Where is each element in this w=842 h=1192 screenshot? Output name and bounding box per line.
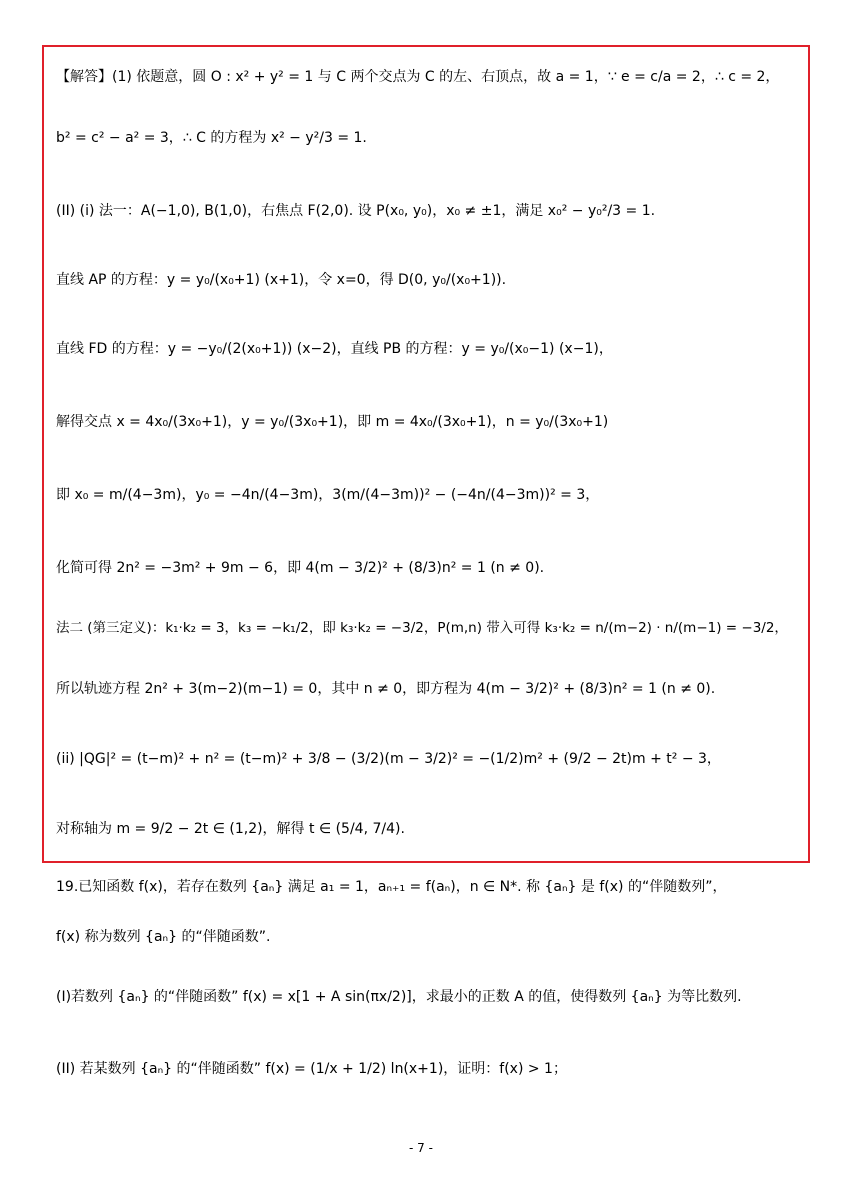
solution-line-6: 解得交点 x = 4x₀/(3x₀+1)，y = y₀/(3x₀+1)，即 m = 4x₀/(3x₀+1)，n = y₀/(3x₀+1) [56,414,609,430]
solution-line-12: 对称轴为 m = 9/2 − 2t ∈ (1,2)，解得 t ∈ (5/4, 7/4). [56,821,405,837]
solution-line-1: 【解答】(1) 依题意，圆 O : x² + y² = 1 与 C 两个交点为 C 的左、右顶点，故 a = 1，∵ e = c/a = 2，∴ c = 2， [56,69,780,85]
problem19-line-1: 19.已知函数 f(x)，若存在数列 {aₙ} 满足 a₁ = 1，aₙ₊₁ = f(aₙ)，n ∈ N*. 称 {aₙ} 是 f(x) 的“伴随数列”， [56,879,727,895]
page-number: - 7 - [409,1141,433,1155]
solution-line-5: 直线 FD 的方程：y = −y₀/(2(x₀+1)) (x−2)，直线 PB 的方程：y = y₀/(x₀−1) (x−1)， [56,341,613,357]
problem19-line-3: (I)若数列 {aₙ} 的“伴随函数” f(x) = x[1 + A sin(πx/2)]，求最小的正数 A 的值，使得数列 {aₙ} 为等比数列. [56,989,742,1005]
solution-line-8: 化简可得 2n² = −3m² + 9m − 6，即 4(m − 3/2)² + (8/3)n² = 1 (n ≠ 0). [56,560,545,576]
problem19-line-4: (II) 若某数列 {aₙ} 的“伴随函数” f(x) = (1/x + 1/2) ln(x+1)，证明：f(x) > 1； [56,1061,567,1077]
solution-line-7: 即 x₀ = m/(4−3m)，y₀ = −4n/(4−3m)，3(m/(4−3m))² − (−4n/(4−3m))² = 3， [56,487,600,503]
solution-line-9: 法二 (第三定义)：k₁·k₂ = 3，k₃ = −k₁/2，即 k₃·k₂ = −3/2，P(m,n) 带入可得 k₃·k₂ = n/(m−2) · n/(m−1) = −3/2， [56,620,788,636]
solution-line-11: (ii) |QG|² = (t−m)² + n² = (t−m)² + 3/8 − (3/2)(m − 3/2)² = −(1/2)m² + (9/2 − 2t)m + t² − 3， [56,751,721,767]
solution-line-2: b² = c² − a² = 3，∴ C 的方程为 x² − y²/3 = 1. [56,130,367,146]
solution-box [42,45,810,863]
solution-line-4: 直线 AP 的方程：y = y₀/(x₀+1) (x+1)，令 x=0，得 D(0, y₀/(x₀+1)). [56,272,507,288]
solution-line-10: 所以轨迹方程 2n² + 3(m−2)(m−1) = 0，其中 n ≠ 0，即方程为 4(m − 3/2)² + (8/3)n² = 1 (n ≠ 0). [56,681,716,697]
solution-line-3: (II) (i) 法一：A(−1,0), B(1,0)，右焦点 F(2,0). 设 P(x₀, y₀)，x₀ ≠ ±1，满足 x₀² − y₀²/3 = 1. [56,203,656,219]
problem19-line-2: f(x) 称为数列 {aₙ} 的“伴随函数”. [56,929,271,945]
